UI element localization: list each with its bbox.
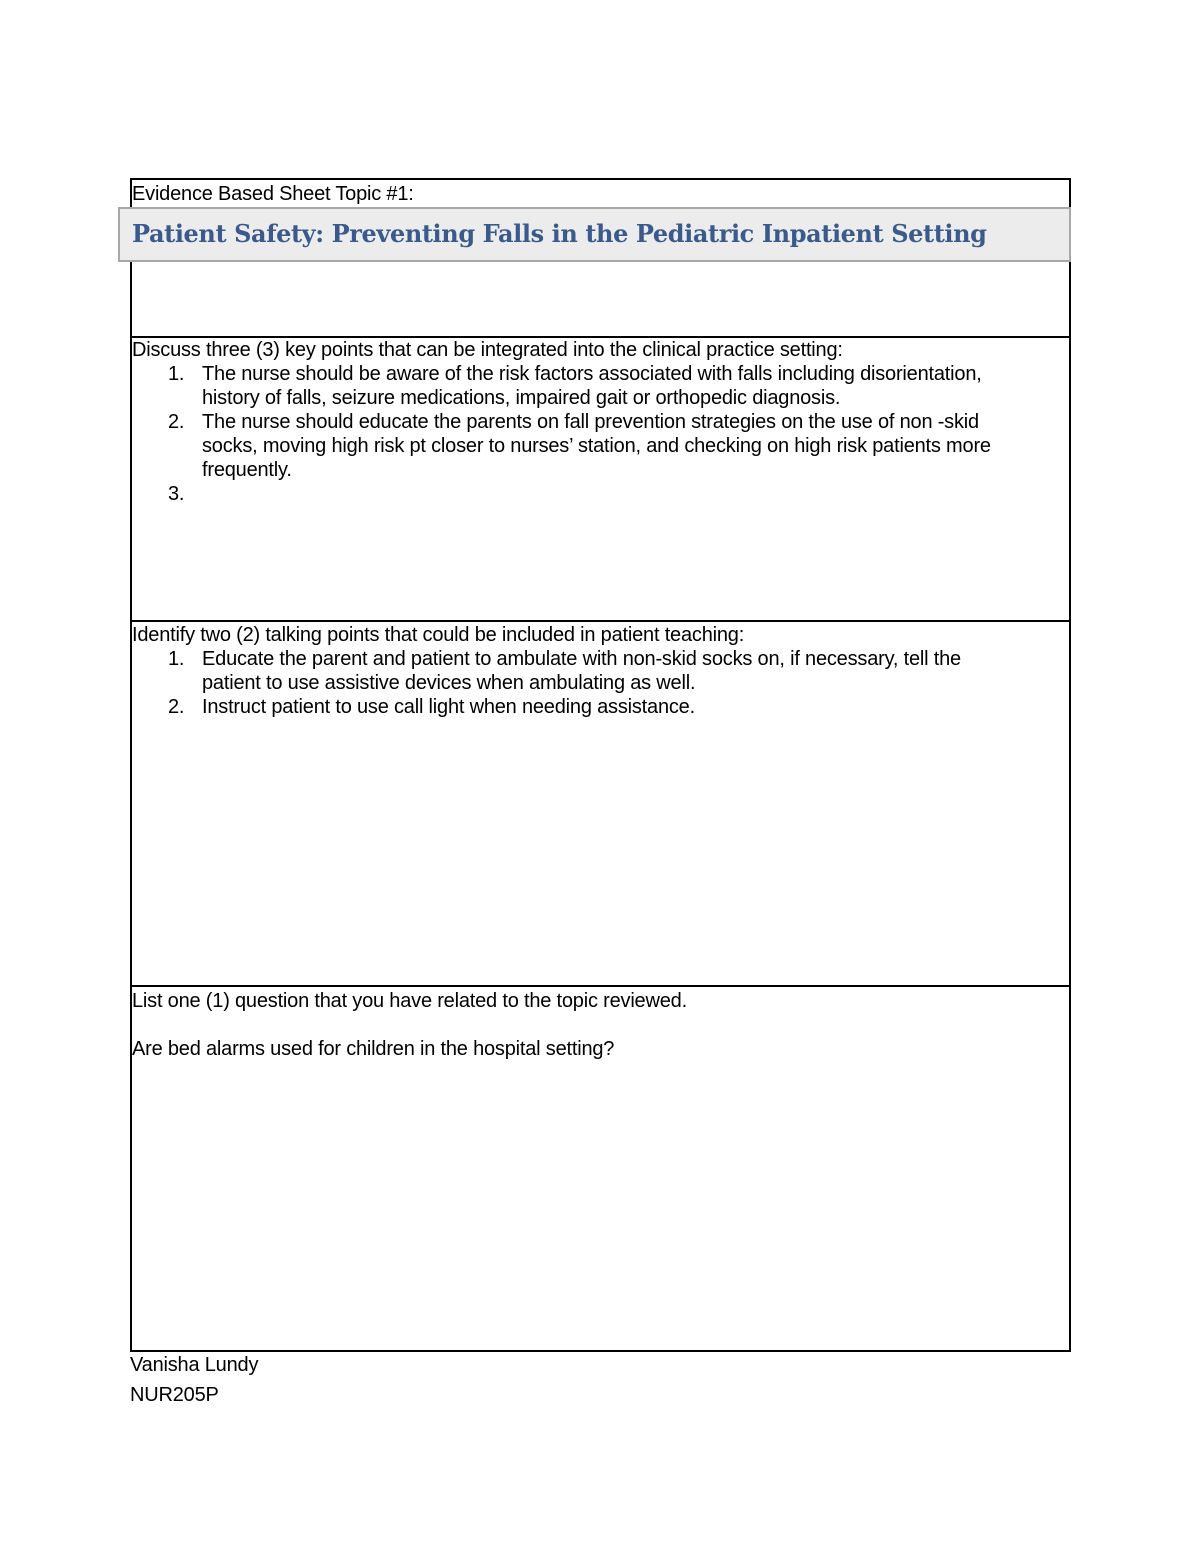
list-text-line: frequently. (202, 459, 292, 481)
list-text-line: The nurse should educate the parents on fall prevention strategies on the use of non -skid (202, 411, 979, 433)
question-prompt: List one (1) question that you have related to the topic reviewed. (132, 990, 687, 1012)
topic-title: Patient Safety: Preventing Falls in the Pediatric Inpatient Setting (132, 219, 987, 248)
topic-label: Evidence Based Sheet Topic #1: (132, 183, 414, 205)
list-text-line: The nurse should be aware of the risk factors associated with falls including disorientation, (202, 363, 982, 385)
topic-title-box (118, 207, 1071, 262)
key-points-list (132, 362, 1072, 506)
list-text-line: history of falls, seizure medications, impaired gait or orthopedic diagnosis. (202, 387, 841, 409)
list-text-line: socks, moving high risk pt closer to nurses’ station, and checking on high risk patients more (202, 435, 991, 457)
question-row (132, 987, 1069, 1352)
list-item (132, 695, 1072, 719)
list-number: 2. (168, 411, 185, 433)
list-item (132, 482, 1072, 506)
list-text-line: Instruct patient to use call light when needing assistance. (202, 696, 695, 718)
list-number: 1. (168, 363, 185, 385)
teaching-prompt: Identify two (2) talking points that could be included in patient teaching: (132, 624, 745, 646)
list-item (132, 410, 1072, 482)
key-points-prompt: Discuss three (3) key points that can be integrated into the clinical practice setting: (132, 339, 843, 361)
course-code: NUR205P (130, 1384, 219, 1406)
key-points-row (132, 336, 1069, 622)
list-item (132, 647, 1072, 695)
evidence-sheet-table (130, 178, 1071, 1352)
teaching-list (132, 647, 1072, 719)
author-name: Vanisha Lundy (130, 1354, 259, 1376)
list-number: 2. (168, 696, 185, 718)
list-number: 3. (168, 483, 185, 505)
question-answer: Are bed alarms used for children in the hospital setting? (132, 1038, 615, 1060)
teaching-row (132, 621, 1069, 987)
list-number: 1. (168, 648, 185, 670)
list-item (132, 362, 1072, 410)
list-text-line: patient to use assistive devices when ambulating as well. (202, 672, 696, 694)
list-text-line: Educate the parent and patient to ambulate with non-skid socks on, if necessary, tell the (202, 648, 961, 670)
